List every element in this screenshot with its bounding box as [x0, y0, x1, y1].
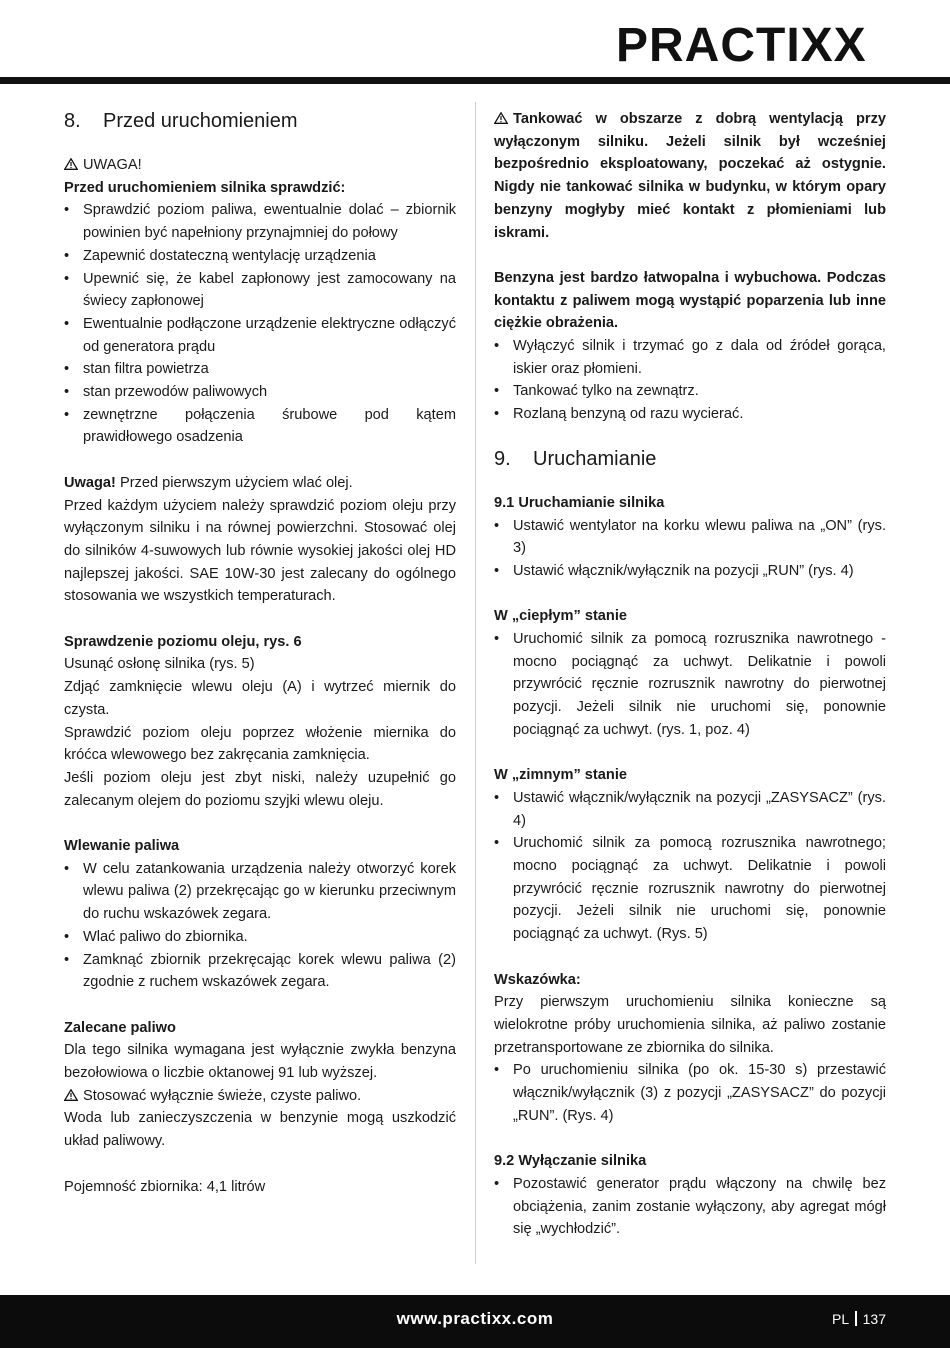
warning-icon — [494, 112, 508, 124]
uwaga-label: UWAGA! — [83, 157, 142, 173]
fuel-rec-text: Dla tego silnika wymagana jest wyłącznie zwykła benzyna bezołowiowa o liczbie oktanowej 91 lub wyższej. — [64, 1042, 456, 1082]
oil-note — [64, 472, 456, 495]
fuel-fill-title: Wlewanie paliwa — [64, 838, 180, 855]
section-9-2-title: 9.2 Wyłączanie silnika — [494, 1153, 647, 1170]
list-item: • Uruchomić silnik za pomocą rozrusznika nawrotnego - mocno pociągnąć za uchwyt. Delikatnie i powoli przywrócić ręcznie rozrusznik nawrotny do pierwotnej pozycji. Jeżeli silnik nie uruchomi się, ponownie pociągnąć za uchwyt. (rys. 1, poz. 4) — [494, 628, 886, 742]
section-9-1-list — [494, 515, 886, 583]
section-9-title: Uruchamianie — [533, 447, 657, 470]
list-item: • Sprawdzić poziom paliwa, ewentualnie dolać – zbiornik powinien być napełniony przynajmniej do połowy — [64, 199, 456, 244]
section-9-number: 9. — [494, 447, 511, 470]
petrol-warning: Benzyna jest bardzo łatwopalna i wybuchowa. Podczas kontaktu z paliwem mogą wystąpić poparzenia lub inne ciężkie obrażenia. — [494, 269, 886, 332]
list-item: • Zamknąć zbiornik przekręcając korek wlewu paliwa (2) zgodnie z ruchem wskazówek zegara. — [64, 949, 456, 994]
section-9-1-title: 9.1 Uruchamianie silnika — [494, 494, 665, 511]
footer-website-link[interactable]: www.practixx.com — [396, 1309, 554, 1328]
fuel-rec-warning — [64, 1085, 456, 1108]
brand-logo — [616, 14, 916, 76]
check-intro: Przed uruchomieniem silnika sprawdzić: — [64, 179, 346, 196]
footer-separator — [855, 1311, 857, 1326]
list-item: • zewnętrzne połączenia śrubowe pod kątem prawidłowego osadzenia — [64, 404, 456, 449]
list-item: • Ustawić włącznik/wyłącznik na pozycji „ZASYSACZ” (rys. 4) — [494, 787, 886, 832]
section-8-heading — [64, 108, 456, 134]
svg-text:PRACTIXX: PRACTIXX — [616, 19, 867, 72]
warm-state-list — [494, 628, 886, 742]
oil-check-step: Sprawdzić poziom oleju poprzez włożenie miernika do króćca wlewowego bez zakręcania zamknięcia. — [64, 724, 456, 764]
tip-list — [494, 1059, 886, 1127]
tank-capacity: Pojemność zbiornika: 4,1 litrów — [64, 1178, 266, 1195]
list-item: • stan przewodów paliwowych — [64, 381, 456, 404]
cold-state-list — [494, 787, 886, 946]
ventilation-warning-text: Tankować w obszarze z dobrą wentylacją przy wyłączonym silniku. Jeżeli silnik był wcześniej bezpośrednio eksploatowany, poczekać aż ostygnie. Nigdy nie tankować silnika w budynku, w którym opary benzyny mogłyby mieć kontakt z płomieniami lub iskrami. — [494, 111, 886, 241]
fuel-fill-list — [64, 858, 456, 994]
list-item: • Tankować tylko na zewnątrz. — [494, 380, 886, 403]
list-item: • Zapewnić dostateczną wentylację urządzenia — [64, 245, 456, 268]
list-item: • Wlać paliwo do zbiornika. — [64, 926, 456, 949]
header-rule — [0, 77, 950, 84]
list-item: • Rozlaną benzyną od razu wycierać. — [494, 403, 886, 426]
list-item: • Po uruchomieniu silnika (po ok. 15-30 s) przestawić włącznik/wyłącznik (3) z pozycji „ZASYSACZ” do pozycji „RUN”. (Rys. 4) — [494, 1059, 886, 1127]
list-item: • Uruchomić silnik za pomocą rozrusznika nawrotnego; mocno pociągnąć za uchwyt. Delikatnie i powoli przywrócić ręcznie rozrusznik nawrotny do pierwotnej pozycji. Jeżeli silnik nie uruchomi się, ponownie pociągnąć za uchwyt. (Rys. 5) — [494, 832, 886, 946]
section-9-heading — [494, 446, 886, 472]
cold-state-title: W „zimnym” stanie — [494, 767, 627, 784]
section-8-title: Przed uruchomieniem — [103, 110, 298, 132]
section-9-2-list — [494, 1173, 886, 1241]
list-item: • Ewentualnie podłączone urządzenie elektryczne odłączyć od generatora prądu — [64, 313, 456, 358]
right-column — [494, 108, 886, 1241]
warning-icon — [64, 1089, 78, 1101]
section-8-number: 8. — [64, 110, 81, 132]
tip-title: Wskazówka: — [494, 971, 581, 988]
oil-paragraph: Przed każdym użyciem należy sprawdzić poziom oleju przy wyłączonym silniku i na równej powierzchni. Stosować olej do silników 4-suwowych lub równie wysokiej jakości olej HD najlepszej jakości. SAE 10W-30 jest zalecany do ogólnego stosowania we wszystkich temperaturach. — [64, 497, 456, 605]
fuel-rec-title: Zalecane paliwo — [64, 1019, 176, 1036]
column-divider — [475, 102, 476, 1264]
list-item: • W celu zatankowania urządzenia należy otworzyć korek wlewu paliwa (2) przekręcając go w kierunku przeciwnym do ruchu wskazówek zegara. — [64, 858, 456, 926]
oil-note-bold: Uwaga! — [64, 474, 116, 491]
footer-page-number: 137 — [862, 1311, 886, 1327]
oil-check-title: Sprawdzenie poziomu oleju, rys. 6 — [64, 633, 302, 650]
footer-page-indicator — [832, 1311, 886, 1327]
petrol-list — [494, 335, 886, 426]
fuel-rec-text: Woda lub zanieczyszczenia w benzynie mogą uszkodzić układ paliwowy. — [64, 1110, 456, 1150]
list-item: • Ustawić włącznik/wyłącznik na pozycji „RUN” (rys. 4) — [494, 560, 886, 583]
list-item: • Ustawić wentylator na korku wlewu paliwa na „ON” (rys. 3) — [494, 515, 886, 560]
list-item: • Pozostawić generator prądu włączony na chwilę bez obciążenia, zanim zostanie wyłączony, aby agregat mógł się „wychłodzić”. — [494, 1173, 886, 1241]
oil-check-step: Usunąć osłonę silnika (rys. 5) — [64, 656, 255, 673]
check-list — [64, 199, 456, 449]
tip-paragraph: Przy pierwszym uruchomieniu silnika konieczne są wielokrotne próby uruchomienia silnika, aż paliwo zostanie przetransportowane ze zbiornika do silnika. — [494, 994, 886, 1056]
list-item: • Upewnić się, że kabel zapłonowy jest zamocowany na świecy zapłonowej — [64, 268, 456, 313]
left-column — [64, 108, 456, 1198]
list-item: • stan filtra powietrza — [64, 358, 456, 381]
page-footer — [0, 1295, 950, 1348]
fuel-rec-warning-text: Stosować wyłącznie świeże, czyste paliwo. — [83, 1087, 362, 1104]
uwaga-line — [64, 154, 456, 177]
warm-state-title: W „ciepłym” stanie — [494, 608, 628, 625]
list-item: • Wyłączyć silnik i trzymać go z dala od źródeł gorąca, iskier oraz płomieni. — [494, 335, 886, 380]
footer-language: PL — [832, 1311, 850, 1327]
warning-icon — [64, 158, 78, 170]
oil-check-step: Zdjąć zamknięcie wlewu oleju (A) i wytrzeć miernik do czysta. — [64, 679, 456, 718]
oil-note-text: Przed pierwszym użyciem wlać olej. — [115, 474, 353, 491]
oil-check-step: Jeśli poziom oleju jest zbyt niski, należy uzupełnić go zalecanym olejem do poziomu szyjki wlewu oleju. — [64, 769, 456, 809]
ventilation-warning — [494, 108, 886, 244]
